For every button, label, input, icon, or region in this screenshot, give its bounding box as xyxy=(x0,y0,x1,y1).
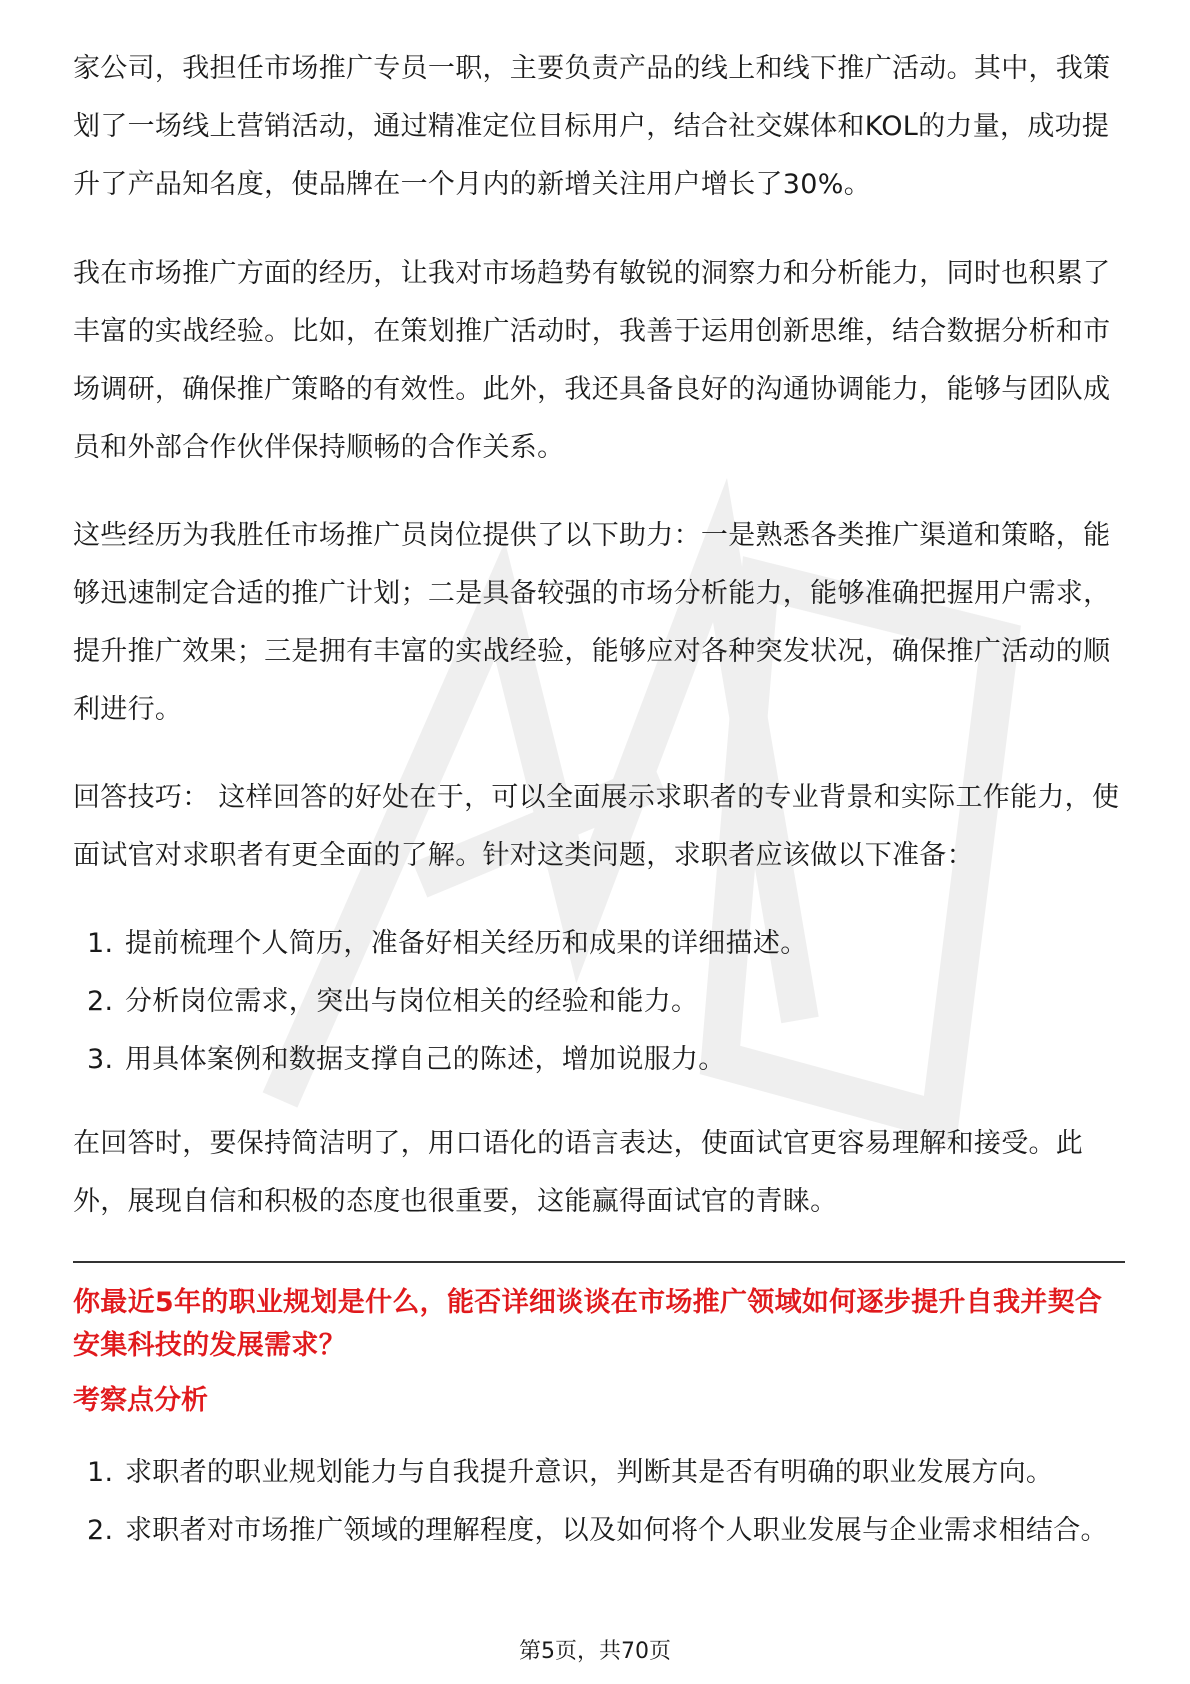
list-item xyxy=(73,1444,1125,1502)
list-item-text: 用具体案例和数据支撑自己的陈述，增加说服力。 xyxy=(125,1044,726,1075)
content-area xyxy=(73,40,1125,1560)
list-item xyxy=(73,973,1125,1031)
section-divider xyxy=(73,1261,1125,1263)
list-number: 1. xyxy=(87,1457,114,1488)
closing-paragraph: 在回答时，要保持简洁明了，用口语化的语言表达，使面试官更容易理解和接受。此外，展现自信和积极的态度也很重要，这能赢得面试官的青睐。 xyxy=(73,1128,1084,1217)
body-paragraph: 这些经历为我胜任市场推广员岗位提供了以下助力：一是熟悉各类推广渠道和策略，能够迅速制定合适的推广计划；二是具备较强的市场分析能力，能够准确把握用户需求，提升推广效果；三是拥有丰富的实战经验，能够应对各种突发状况，确保推广活动的顺利进行。 xyxy=(73,520,1111,725)
list-number: 2. xyxy=(87,1515,114,1546)
question-heading: 你最近5年的职业规划是什么，能否详细谈谈在市场推广领域如何逐步提升自我并契合安集科技的发展需求？ xyxy=(73,1287,1103,1361)
analysis-heading: 考察点分析 xyxy=(73,1385,208,1416)
answer-tips-paragraph: 回答技巧： 这样回答的好处在于，可以全面展示求职者的专业背景和实际工作能力，使面试官对求职者有更全面的了解。针对这类问题，求职者应该做以下准备： xyxy=(73,782,1120,871)
list-number: 1. xyxy=(87,928,114,959)
page-footer: 第5页，共70页 xyxy=(519,1639,671,1664)
list-item-text: 求职者的职业规划能力与自我提升意识，判断其是否有明确的职业发展方向。 xyxy=(125,1457,1054,1488)
list-item-text: 求职者对市场推广领域的理解程度，以及如何将个人职业发展与企业需求相结合。 xyxy=(125,1515,1108,1546)
list-item-text: 提前梳理个人简历，准备好相关经历和成果的详细描述。 xyxy=(125,928,808,959)
tips-list xyxy=(73,915,1125,1089)
list-item xyxy=(73,915,1125,973)
analysis-list xyxy=(73,1444,1125,1560)
list-item-text: 分析岗位需求，突出与岗位相关的经验和能力。 xyxy=(125,986,699,1017)
list-item xyxy=(73,1502,1125,1560)
body-paragraph: 我在市场推广方面的经历，让我对市场趋势有敏锐的洞察力和分析能力，同时也积累了丰富的实战经验。比如，在策划推广活动时，我善于运用创新思维，结合数据分析和市场调研，确保推广策略的有效性。此外，我还具备良好的沟通协调能力，能够与团队成员和外部合作伙伴保持顺畅的合作关系。 xyxy=(73,258,1111,463)
list-item xyxy=(73,1031,1125,1089)
list-number: 3. xyxy=(87,1044,114,1075)
list-number: 2. xyxy=(87,986,114,1017)
body-paragraph: 家公司，我担任市场推广专员一职，主要负责产品的线上和线下推广活动。其中，我策划了一场线上营销活动，通过精准定位目标用户，结合社交媒体和KOL的力量，成功提升了产品知名度，使品牌在一个月内的新增关注用户增长了30%。 xyxy=(73,53,1111,200)
